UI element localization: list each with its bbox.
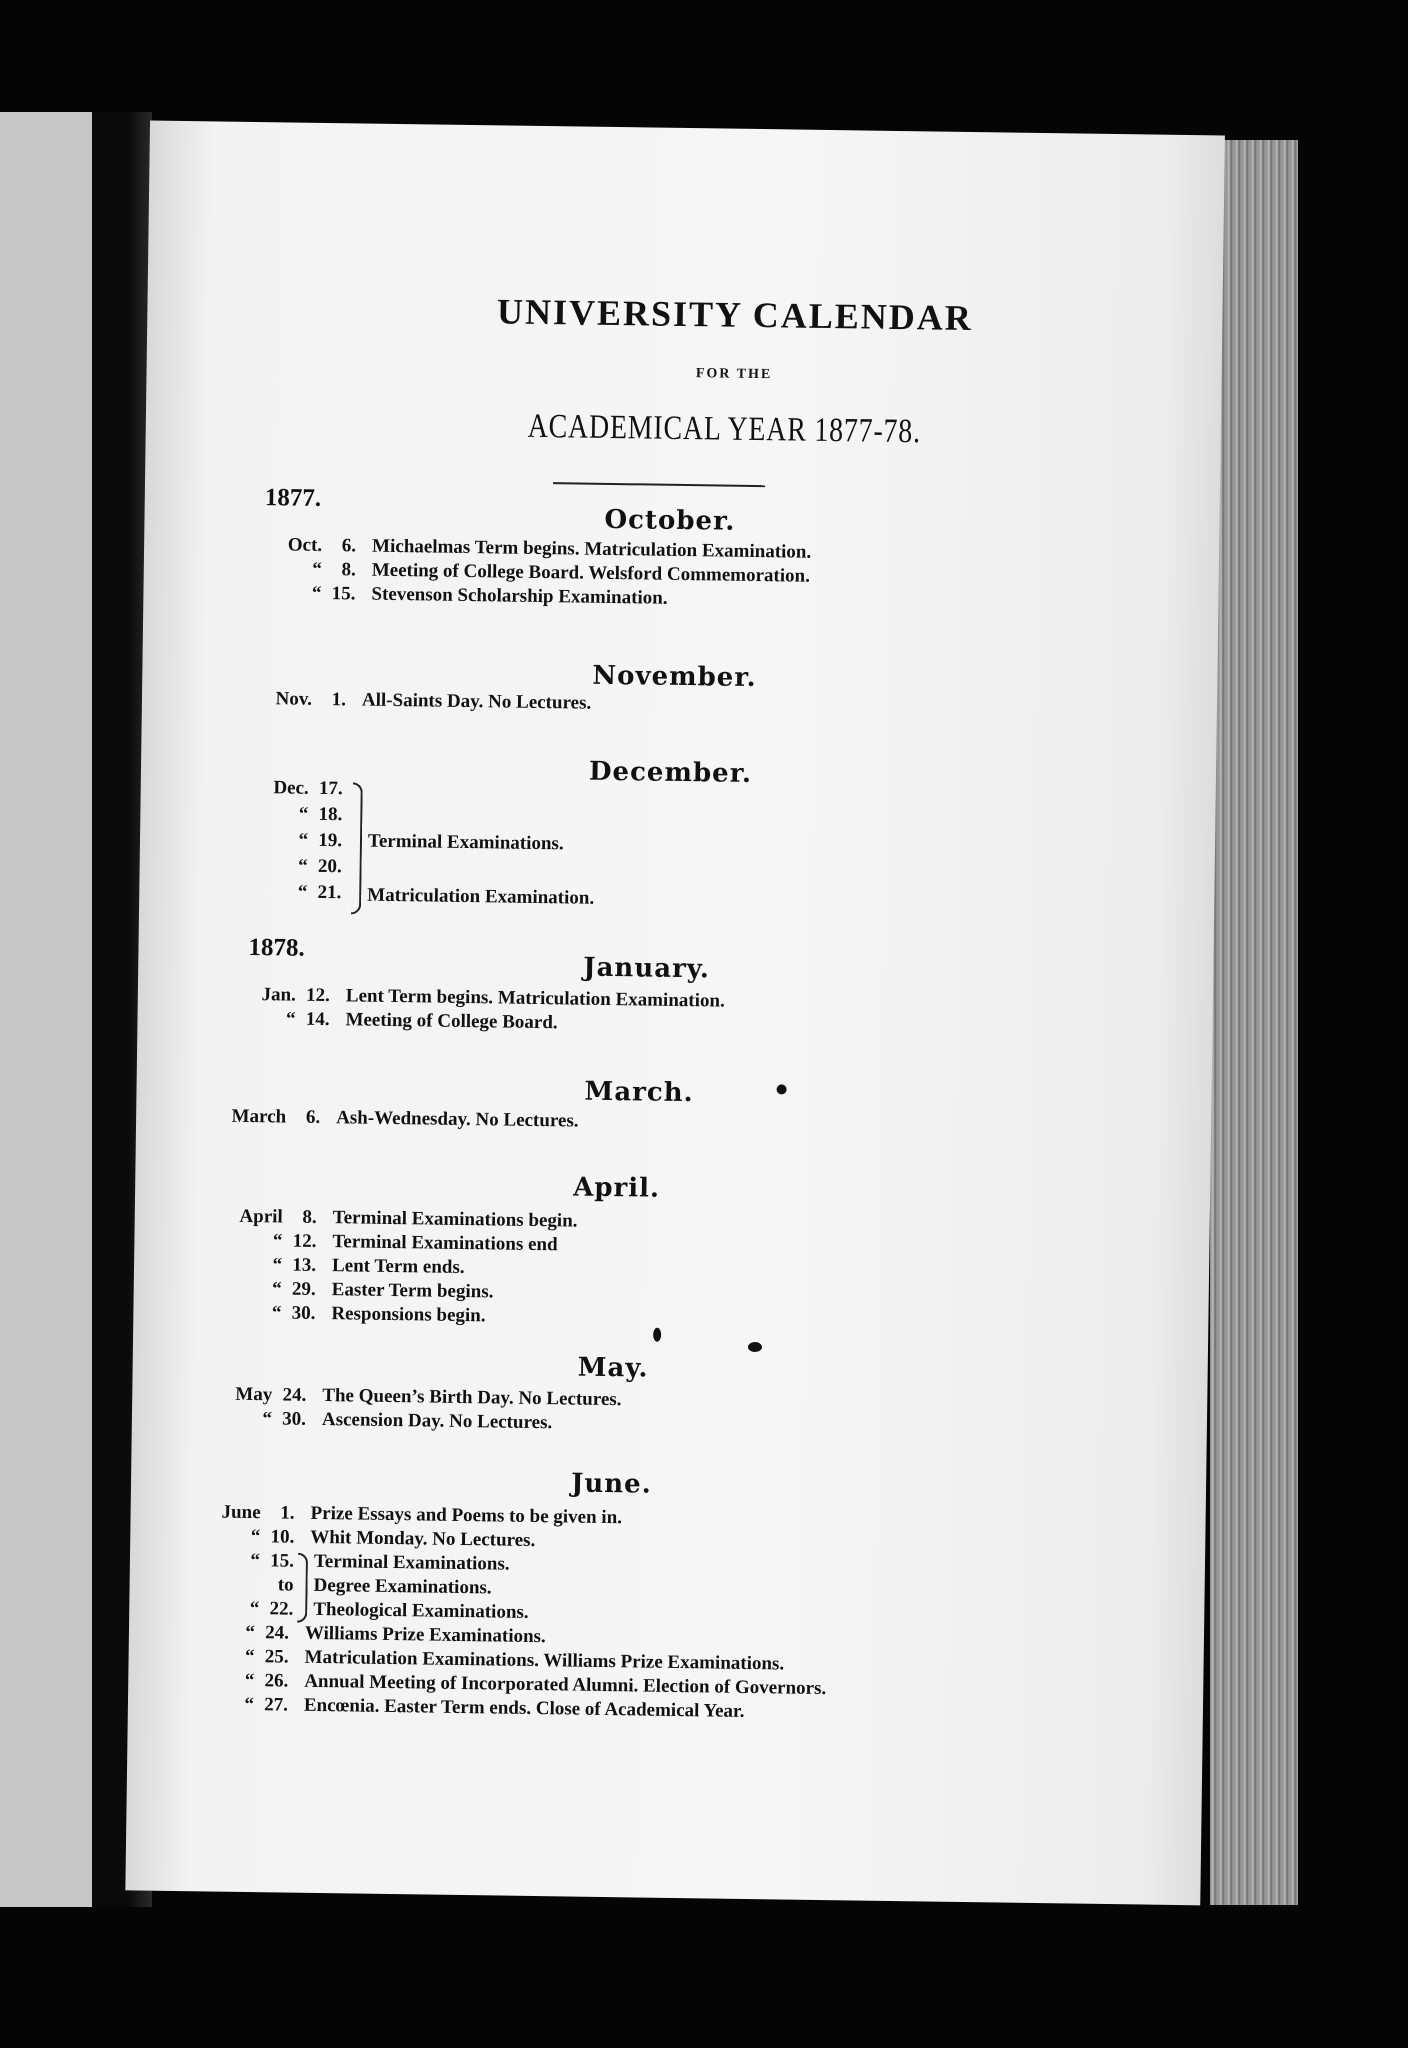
calendar-entry bbox=[197, 1621, 546, 1648]
title-rule bbox=[553, 482, 765, 487]
entry-month bbox=[202, 1589, 260, 1590]
entry-month: May bbox=[235, 1383, 273, 1406]
calendar-entry bbox=[237, 1008, 557, 1034]
entry-text: Terminal Examinations end bbox=[332, 1231, 558, 1256]
entry-day: 12. bbox=[292, 1230, 317, 1252]
entry-text: Matriculation Examinations. Williams Prize Examinations. bbox=[304, 1646, 785, 1675]
entry-text: The Queen’s Birth Day. No Lectures. bbox=[322, 1385, 622, 1411]
june-exam-line: Terminal Examinations. bbox=[313, 1550, 510, 1575]
calendar-entry bbox=[201, 1597, 309, 1621]
entry-month: Oct. bbox=[287, 534, 323, 556]
entry-day: 26. bbox=[264, 1670, 289, 1692]
entry-day: 1. bbox=[331, 689, 347, 711]
entry-text: Lent Term ends. bbox=[331, 1255, 465, 1278]
entry-month: “ bbox=[311, 582, 322, 604]
entry-month: June bbox=[221, 1501, 261, 1524]
calendar-entry bbox=[251, 777, 359, 801]
calendar-entry bbox=[224, 1230, 558, 1257]
entry-day: 25. bbox=[264, 1646, 289, 1668]
entry-day: 12. bbox=[305, 984, 330, 1007]
entry-text: Encœnia. Easter Term ends. Close of Academical Year. bbox=[303, 1694, 745, 1722]
month-october: October. bbox=[604, 504, 736, 537]
entry-text: Stevenson Scholarship Examination. bbox=[371, 583, 668, 609]
entry-day: 21. bbox=[317, 881, 342, 904]
calendar-entry bbox=[225, 1206, 578, 1233]
entry-day: 13. bbox=[292, 1254, 317, 1276]
entry-month: Jan. bbox=[261, 984, 297, 1006]
entry-day: 20. bbox=[317, 855, 342, 878]
entry-day: 6. bbox=[341, 535, 357, 557]
entry-day: 30. bbox=[282, 1408, 307, 1430]
calendar-entry bbox=[254, 688, 592, 715]
calendar-entry bbox=[202, 1549, 310, 1573]
entry-day: 1. bbox=[280, 1502, 295, 1524]
entry-text: Ash-Wednesday. No Lectures. bbox=[336, 1107, 579, 1132]
entry-month: “ bbox=[271, 1302, 282, 1324]
entry-month: “ bbox=[244, 1645, 255, 1668]
ink-speck bbox=[748, 1342, 762, 1352]
month-may: May. bbox=[577, 1352, 649, 1384]
entry-day: 15. bbox=[270, 1550, 295, 1572]
entry-month: “ bbox=[298, 829, 309, 851]
entry-month: “ bbox=[272, 1278, 282, 1300]
calendar-entry bbox=[224, 1278, 494, 1304]
entry-day: 14. bbox=[305, 1008, 330, 1031]
calendar-entry bbox=[202, 1501, 622, 1529]
academical-year-title: ACADEMICAL YEAR 1877-78. bbox=[527, 407, 922, 451]
entry-day: 27. bbox=[264, 1694, 289, 1716]
calendar-entry bbox=[214, 1408, 553, 1435]
entry-month: March bbox=[231, 1105, 287, 1128]
entry-month: “ bbox=[262, 1408, 273, 1430]
year-label-1878: 1878. bbox=[248, 933, 305, 962]
calendar-entry bbox=[224, 1254, 465, 1279]
entry-text: Terminal Examinations begin. bbox=[332, 1207, 578, 1232]
entry-text: Meeting of College Board. Welsford Commemoration. bbox=[371, 559, 811, 587]
entry-month: “ bbox=[250, 1550, 261, 1572]
entry-day: 29. bbox=[291, 1278, 316, 1300]
entry-month: “ bbox=[272, 1230, 283, 1252]
entry-day: 22. bbox=[269, 1598, 294, 1620]
entry-text: Responsions begin. bbox=[331, 1303, 486, 1327]
bracket bbox=[297, 1553, 308, 1623]
year-label-1877: 1877. bbox=[264, 484, 322, 512]
calendar-entry bbox=[250, 803, 358, 827]
entry-text: Lent Term begins. Matriculation Examination. bbox=[345, 985, 725, 1012]
entry-day: 10. bbox=[270, 1526, 295, 1548]
matriculation-examination-label: Matriculation Examination. bbox=[367, 884, 595, 909]
entry-month: April bbox=[239, 1205, 283, 1228]
entry-day: 8. bbox=[302, 1206, 317, 1228]
entry-text: Williams Prize Examinations. bbox=[304, 1622, 546, 1648]
page-title: UNIVERSITY CALENDAR bbox=[496, 291, 974, 338]
bracket bbox=[351, 782, 363, 914]
entry-text: Meeting of College Board. bbox=[345, 1009, 558, 1034]
entry-month: “ bbox=[250, 1526, 261, 1548]
calendar-entry bbox=[249, 881, 357, 905]
entry-day: to bbox=[277, 1574, 294, 1596]
entry-month: “ bbox=[298, 855, 308, 877]
entry-month: “ bbox=[245, 1621, 256, 1644]
page-edges bbox=[1210, 140, 1298, 1905]
june-exam-line: Degree Examinations. bbox=[313, 1574, 492, 1599]
entry-month: “ bbox=[249, 1598, 260, 1620]
entry-month: “ bbox=[285, 1008, 296, 1030]
entry-text: Michaelmas Term begins. Matriculation Examination. bbox=[371, 535, 812, 563]
entry-day: 24. bbox=[282, 1384, 307, 1406]
entry-day: 8. bbox=[341, 559, 356, 581]
page-subtitle: FOR THE bbox=[695, 366, 773, 383]
calendar-entry bbox=[250, 855, 358, 879]
calendar-page bbox=[125, 120, 1225, 1905]
left-page bbox=[0, 112, 92, 1907]
entry-day: 19. bbox=[318, 829, 343, 852]
calendar-entry bbox=[223, 1302, 485, 1328]
entry-month: Dec. bbox=[273, 777, 309, 799]
entry-day: 18. bbox=[318, 803, 343, 826]
entry-text: Ascension Day. No Lectures. bbox=[321, 1409, 553, 1434]
entry-text: Annual Meeting of Incorporated Alumni. Election of Governors. bbox=[304, 1670, 827, 1700]
calendar-entry bbox=[201, 1573, 309, 1597]
entry-month: “ bbox=[297, 881, 308, 903]
entry-month: Nov. bbox=[275, 688, 313, 710]
entry-day: 24. bbox=[265, 1622, 290, 1644]
entry-text: Easter Term begins. bbox=[331, 1279, 494, 1303]
june-exam-line: Theological Examinations. bbox=[313, 1598, 529, 1623]
calendar-entry bbox=[250, 829, 358, 853]
entry-month: “ bbox=[272, 1254, 283, 1276]
entry-day: 30. bbox=[291, 1302, 316, 1324]
calendar-entry bbox=[214, 1384, 622, 1412]
ink-speck bbox=[777, 1084, 787, 1094]
entry-month: “ bbox=[244, 1693, 255, 1716]
month-april: April. bbox=[572, 1172, 661, 1204]
month-november: November. bbox=[592, 660, 757, 694]
entry-month: “ bbox=[298, 803, 309, 825]
entry-text: Whit Monday. No Lectures. bbox=[310, 1526, 536, 1552]
month-march: March. bbox=[584, 1076, 694, 1109]
calendar-entry bbox=[263, 582, 667, 610]
entry-day: 15. bbox=[331, 583, 356, 605]
entry-month: “ bbox=[312, 558, 322, 580]
ink-speck bbox=[653, 1328, 661, 1342]
month-june: June. bbox=[570, 1468, 652, 1500]
entry-text: Prize Essays and Poems to be given in. bbox=[310, 1502, 623, 1529]
entry-text: All-Saints Day. No Lectures. bbox=[361, 689, 592, 714]
entry-month: “ bbox=[244, 1669, 255, 1692]
month-december: December. bbox=[588, 756, 753, 789]
entry-day: 6. bbox=[305, 1106, 321, 1128]
entry-day: 17. bbox=[318, 777, 343, 800]
calendar-entry bbox=[202, 1525, 535, 1552]
terminal-examinations-label: Terminal Examinations. bbox=[367, 830, 564, 855]
month-january: January. bbox=[583, 952, 711, 985]
calendar-entry bbox=[228, 1106, 579, 1133]
